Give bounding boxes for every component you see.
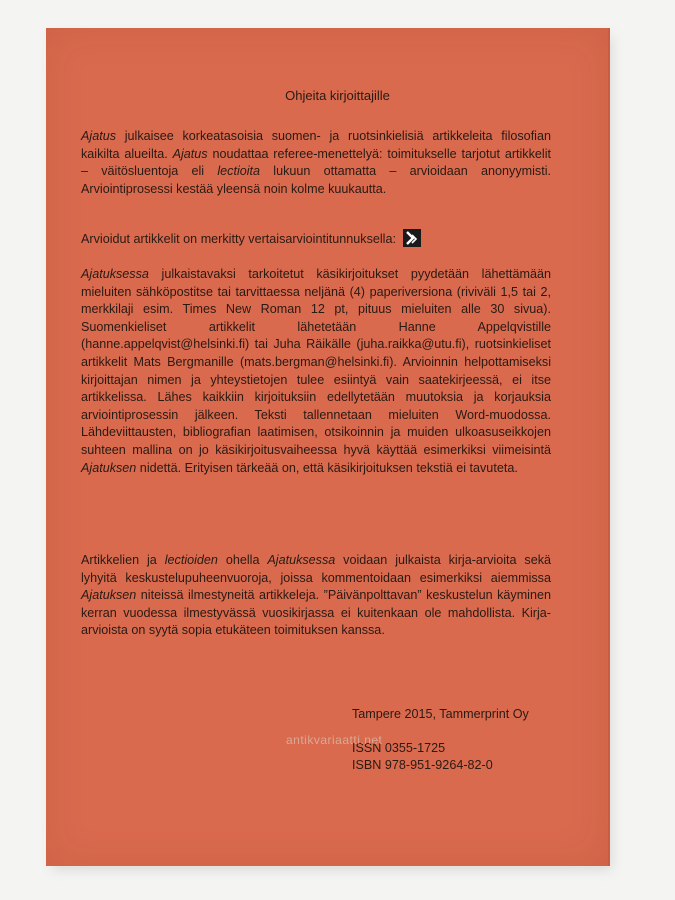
para4: [81, 552, 551, 640]
text-run: nidettä. Erityisen tärkeää on, että käsikirjoituksen tekstiä ei tavuteta.: [136, 460, 518, 475]
text-run: julkaistavaksi tarkoitetut käsikirjoitukset pyydetään lähettämään mieluiten sähköpostitse tai tarvittaessa neljänä (4) paperiversiona (riviväli 1,5 tai 2, merkkilaji esim. Times New Roman 12 pt, pituus mieluiten alle 30 sivua). Suomenkieliset artikkelit lähetetään Hanne Appelqvistille (hanne.appelqvist@helsinki.fi) tai Juha Räikälle (juha.raikka@utu.fi), ruotsinkieliset artikkelit Mats Bergmanille (mats.bergman@helsinki.fi). Arvioinnin helpottamiseksi kirjoittajan nimen ja yhteystietojen tulee esiintyä vain saatekirjeessä, ei itse artikkelissa. Lähes kaikkiin kirjoituksiin edellytetään muutoksia ja korjauksia arviointiprosessin jälkeen. Teksti tallennetaan mieluiten Word-muodossa. Lähdeviittausten, bibliografian laatimisen, otsikoinnin ja muiden ulkoasuseikkojen suhteen mallina on jo käsikirjoitusvaiheessa hyvä käyttää esimerkiksi viimeisintä: [81, 267, 551, 457]
reviews-paragraph: [81, 552, 551, 640]
text-run: ohella: [217, 553, 268, 567]
italic-run: lectioita: [217, 164, 261, 179]
para1: [81, 128, 551, 198]
text-run: Artikkelien ja: [81, 553, 165, 567]
manuscript-paragraph: [81, 266, 551, 477]
para3: [81, 266, 551, 477]
printer-info: Tampere 2015, Tammerprint Oy: [352, 707, 529, 721]
italic-run: Ajatuksessa: [81, 267, 149, 281]
peer-review-text: Arvioidut artikkelit on merkitty vertaisarviointitunnuksella:: [81, 232, 396, 246]
text-run: niteissä ilmestyneitä artikkeleja. ”Päivänpolttavan” keskustelun käyminen kerran vuodessa ilmestyvässä vuosikirjassa ei kuitenkaan ole mahdollista. Kirja-arvioista on syytä sopia etukäteen toimituksen kanssa.: [81, 588, 551, 638]
peer-review-line: [81, 229, 551, 249]
text-run: julkaisee korkeatasoisia suomen- ja ruotsinkielisiä artikkeleita filosofian kaikilta alueilta.: [81, 129, 551, 161]
text-run: lukuun ottamatta – arvioidaan anonyymisti. Arviointiprosessi kestää yleensä noin kolme kuukautta.: [81, 164, 551, 196]
italic-run: Ajatus: [172, 146, 208, 161]
italic-run: Ajatuksen: [81, 460, 137, 475]
italic-run: Ajatuksessa: [267, 553, 336, 567]
italic-run: lectioiden: [164, 553, 218, 567]
text-run: noudattaa referee-menettelyä: toimitukselle tarjotut artikkelit – väitösluentoja eli: [81, 146, 552, 179]
italic-run: Ajatus: [81, 129, 117, 143]
watermark: antikvariaatti.net: [286, 733, 383, 747]
peer-review-icon: [403, 229, 421, 247]
isbn: ISBN 978-951-9264-82-0: [352, 758, 493, 772]
heading: Ohjeita kirjoittajille: [285, 88, 390, 103]
intro-paragraph: [81, 128, 551, 198]
issn: ISSN 0355-1725: [352, 741, 446, 755]
text-run: voidaan julkaista kirja-arvioita sekä lyhyitä keskustelupuheenvuoroja, joissa kommentoidaan esimerkiksi aiemmissa: [81, 553, 551, 585]
italic-run: Ajatuksen: [81, 588, 137, 603]
